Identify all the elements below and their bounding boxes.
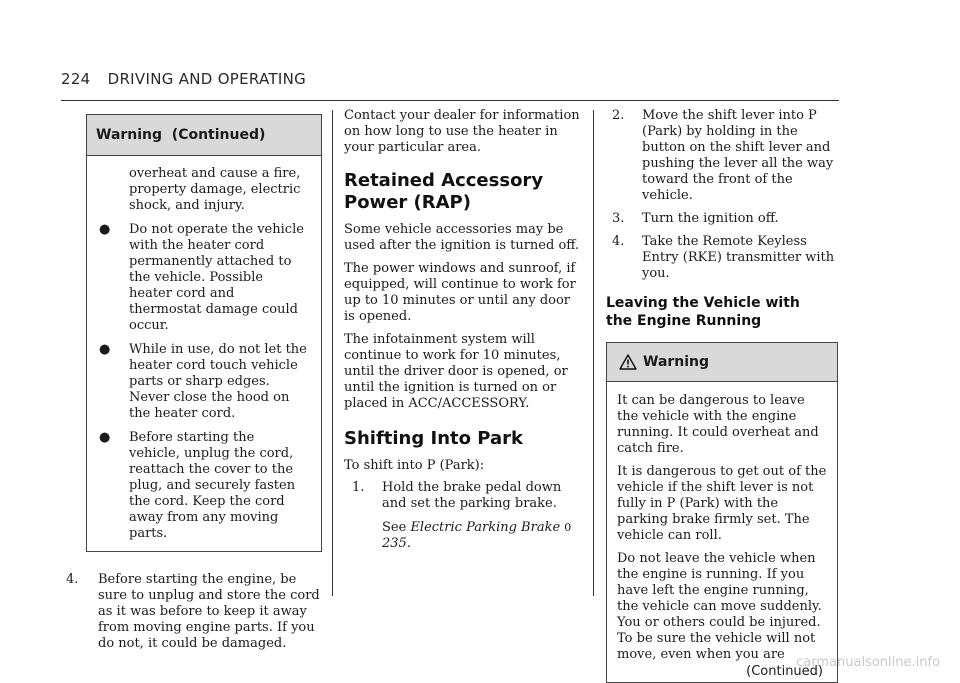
continued-label: (Continued) (746, 664, 823, 679)
leaving-vehicle-heading: Leaving the Vehicle with the Engine Running (606, 295, 800, 329)
park-heading: Shifting Into Park (344, 428, 523, 449)
heater-intro-paragraph: Contact your dealer for information on how long to use the heater in your particular area. (344, 108, 580, 155)
watermark-text: carmanualsonline.info (796, 655, 940, 670)
step-number: 2. (612, 108, 625, 123)
step-text: Hold the brake pedal down and set the parking brake. (382, 480, 562, 511)
step-1 (352, 480, 580, 512)
bullet-icon: ● (99, 342, 111, 357)
section-title: DRIVING AND OPERATING (107, 70, 307, 88)
warning-bullet-list (99, 222, 309, 542)
step-number: 1. (352, 480, 365, 495)
list-item: ● While in use, do not let the heater cord touch vehicle parts or sharp edges. Never close the hood on the heater cord. (99, 342, 307, 421)
warning-continued-header (87, 115, 321, 156)
warning-paragraph-2: It is dangerous to get out of the vehicle if the shift lever is not fully in P (Park) with the parking brake firmly set. The vehicle can roll. (617, 464, 827, 543)
header-rule (61, 100, 839, 101)
warning-continued-title: Warning (Continued) (96, 127, 266, 143)
bullet-icon: ● (99, 430, 111, 445)
page-header (61, 70, 306, 88)
list-item: ● Before starting the vehicle, unplug the cord, reattach the cover to the plug, and securely fasten the cord. Keep the cord away from any moving parts. (99, 430, 296, 541)
reference-page[interactable]: 235 (382, 536, 407, 551)
step-text: Before starting the engine, be sure to unplug and store the cord as it was before to keep it away from moving engine parts. If you do not, it could be damaged. (98, 572, 320, 651)
step-number: 4. (66, 572, 79, 587)
column-3 (606, 108, 838, 683)
list-item: ● Do not operate the vehicle with the heater cord permanently attached to the vehicle. Possible heater cord and thermostat damage could occur. (99, 222, 304, 333)
see-reference: See Electric Parking Brake 0 235. (382, 520, 572, 551)
reference-link[interactable]: Electric Parking Brake (410, 520, 561, 535)
warning-title: Warning (643, 354, 710, 370)
rap-paragraph-3: The infotainment system will continue to work for 10 minutes, until the driver door is opened, or until the ignition is turned on or placed in ACC/ACCESSORY. (344, 332, 568, 411)
warning-continued-box (86, 114, 322, 552)
rap-heading: Retained Accessory Power (RAP) (344, 170, 544, 213)
warning-triangle-icon (619, 354, 637, 370)
step-4 (612, 234, 838, 282)
step-text: Move the shift lever into P (Park) by holding in the button on the shift lever and pushing the lever all the way toward the front of the vehicle. (642, 108, 834, 203)
step-number: 3. (612, 211, 625, 226)
column-1 (66, 108, 322, 652)
warning-continued-text: overheat and cause a fire, property damage, electric shock, and injury. (129, 166, 301, 213)
warning-box (606, 342, 838, 683)
page-ref-icon: 0 (564, 521, 572, 534)
bullet-icon: ● (99, 222, 111, 237)
step-2 (612, 108, 838, 204)
step-text: Take the Remote Keyless Entry (RKE) transmitter with you. (642, 234, 835, 281)
column-2 (344, 108, 580, 552)
park-intro: To shift into P (Park): (344, 458, 485, 473)
step-text: Turn the ignition off. (642, 211, 779, 226)
warning-paragraph-3: Do not leave the vehicle when the engine is running. If you have left the engine running, the vehicle can move suddenly. You or others could be injured. To be sure the vehicle will not move, even when you are (617, 551, 822, 662)
step-4 (66, 572, 322, 652)
page-number: 224 (61, 70, 91, 88)
warning-paragraph-1: It can be dangerous to leave the vehicle with the engine running. It could overheat and catch fire. (617, 393, 819, 456)
column-divider-1 (332, 110, 333, 596)
step-number: 4. (612, 234, 625, 249)
column-divider-2 (593, 110, 594, 596)
step-3 (612, 211, 838, 227)
rap-paragraph-2: The power windows and sunroof, if equipped, will continue to work for up to 10 minutes or until any door is opened. (344, 261, 576, 324)
rap-paragraph-1: Some vehicle accessories may be used after the ignition is turned off. (344, 222, 580, 253)
warning-header (607, 343, 837, 382)
